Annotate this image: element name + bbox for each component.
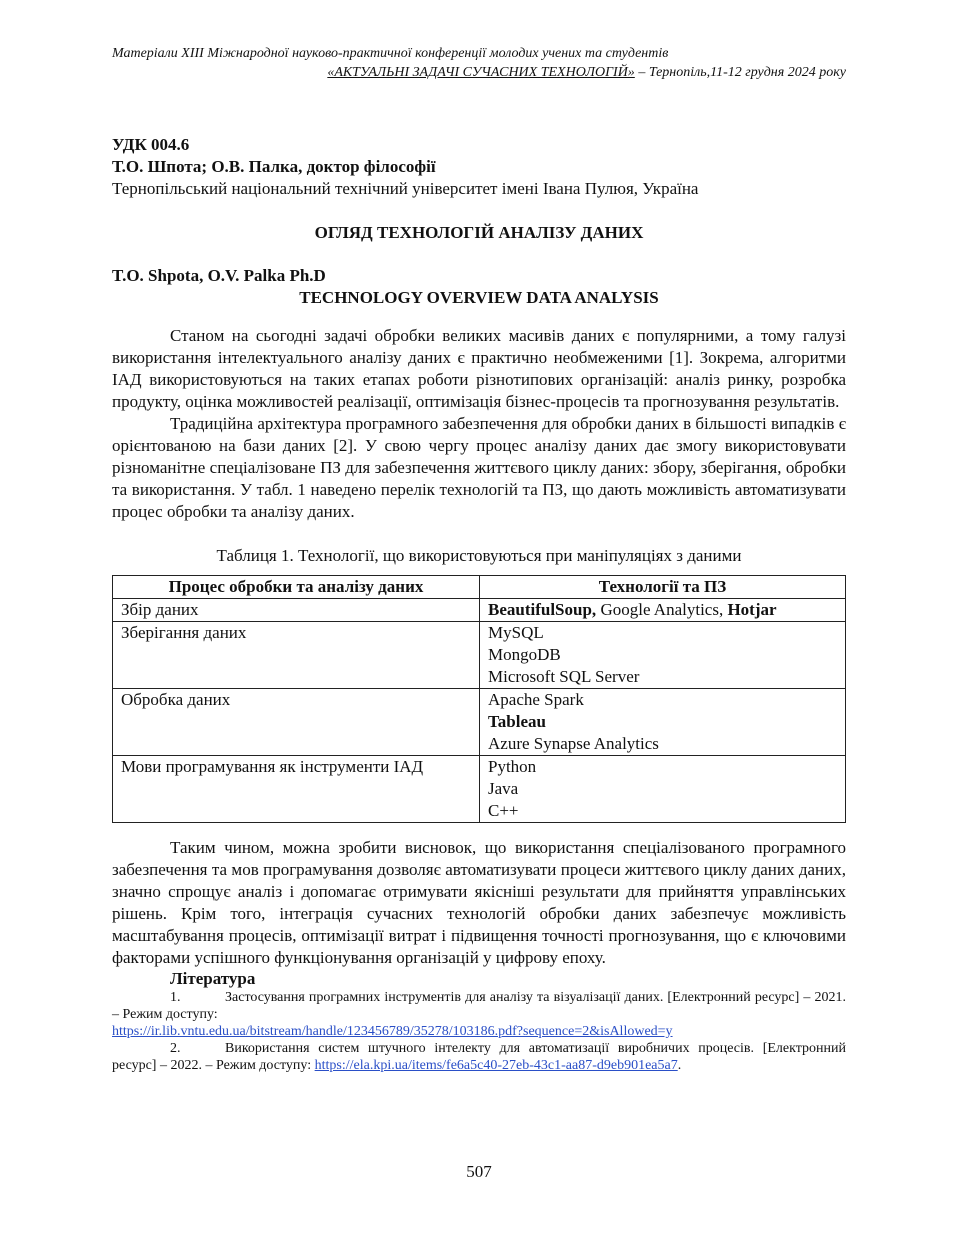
paragraph-1: Станом на сьогодні задачі обробки великих масивів даних є популярними, а тому галузі використання інтелектуального аналізу даних є практично необмеженими [1]. Зокрема, алгоритми ІАД використовуються на таких етапах роботи різнотипових організацій: аналіз ринку, розробка продукту, оцінка можливостей реалізації, оптимізація бізнес-процесів та прогнозування результатів.	[112, 326, 846, 411]
tech-cell	[480, 756, 846, 823]
tech-cell	[480, 599, 846, 622]
reference-2	[112, 1040, 846, 1074]
reference-link[interactable]: https://ir.lib.vntu.edu.ua/bitstream/handle/123456789/35278/103186.pdf?sequence=2&isAllowed=y	[112, 1024, 673, 1039]
process-cell: Зберігання даних	[113, 622, 480, 689]
table-row	[113, 622, 846, 689]
article-title-en: TECHNOLOGY OVERVIEW DATA ANALYSIS	[299, 288, 659, 307]
tech-item: C++	[488, 801, 519, 820]
paragraph-3: Таким чином, можна зробити висновок, що використання спеціалізованого програмного забезпечення та мов програмування дозволяє автоматизувати процеси життєвого циклу даних даних, значно спрощує аналіз і допомагає отримувати якісніші результати для прийняття управлінських рішень. Крім того, інтеграція сучасних технологій обробки даних забезпечує можливість масштабування процесів, оптимізації витрат і підвищення точності прогнозування, що є ключовими факторами успішного функціонування організацій у цифрову епоху.	[112, 838, 846, 967]
tech-item: Apache Spark	[488, 690, 584, 709]
reference-tail: .	[677, 1058, 682, 1073]
tech-item: Tableau	[488, 712, 546, 731]
tech-item: Java	[488, 779, 519, 798]
tech-item: Microsoft SQL Server	[488, 667, 640, 686]
technologies-table	[112, 575, 846, 823]
process-cell: Обробка даних	[113, 689, 480, 756]
tech-item: Python	[488, 757, 537, 776]
table-row	[113, 756, 846, 823]
table-header-tech: Технології та ПЗ	[480, 576, 846, 599]
process-cell: Збір даних	[113, 599, 480, 622]
reference-number: 2.	[170, 1041, 181, 1056]
reference-1	[112, 989, 846, 1040]
reference-text: Використання систем штучного інтелекту для автоматизації виробничих процесів. [Електронний ресурс] – 2022. – Режим доступу:	[112, 1041, 846, 1073]
reference-number: 1.	[170, 990, 181, 1005]
tech-item: MongoDB	[488, 645, 561, 664]
table-caption: Таблиця 1. Технології, що використовуються при маніпуляціях з даними	[216, 546, 742, 565]
affiliation: Тернопільський національний технічний університет імені Івана Пулюя, Україна	[112, 179, 699, 198]
document-page	[112, 44, 846, 1074]
page-number: 507	[466, 1162, 492, 1181]
reference-text: Застосування програмних інструментів для аналізу та візуалізації даних. [Електронний ресурс] – 2021. – Режим доступу:	[112, 990, 846, 1022]
running-header-line2	[112, 63, 846, 82]
tech-item: Azure Synapse Analytics	[488, 734, 659, 753]
table-header-row	[113, 576, 846, 599]
authors: Т.О. Шпота; О.В. Палка, доктор філософії	[112, 157, 436, 176]
table-row	[113, 689, 846, 756]
article-title-ua: ОГЛЯД ТЕХНОЛОГІЙ АНАЛІЗУ ДАНИХ	[314, 223, 644, 242]
tech-item: BeautifulSoup,	[488, 600, 597, 619]
authors-en: T.O. Shpota, O.V. Palka Ph.D	[112, 266, 326, 285]
tech-cell	[480, 622, 846, 689]
tech-item: Google Analytics,	[596, 600, 728, 619]
conference-title: «АКТУАЛЬНІ ЗАДАЧІ СУЧАСНИХ ТЕХНОЛОГІЙ»	[327, 65, 635, 80]
conference-place-date: – Тернопіль,11-12 грудня 2024 року	[634, 65, 846, 80]
process-cell: Мови програмування як інструменти ІАД	[113, 756, 480, 823]
udc-code: УДК 004.6	[112, 135, 190, 154]
tech-cell	[480, 689, 846, 756]
running-header-line1: Матеріали XIII Міжнародної науково-практичної конференції молодих учених та студентів	[112, 46, 669, 61]
reference-link[interactable]: https://ela.kpi.ua/items/fe6a5c40-27eb-43c1-aa87-d9eb901ea5a7	[314, 1058, 678, 1073]
tech-item: MySQL	[488, 623, 544, 642]
paragraph-2: Традиційна архітектура програмного забезпечення для обробки даних в більшості випадків є орієнтованою на бази даних [2]. У свою чергу процес аналізу даних дає змогу використовувати різноманітне спеціалізоване ПЗ для забезпечення життєвого циклу даних: збору, зберігання, обробки та використання. У табл. 1 наведено перелік технологій та ПЗ, що дають можливість автоматизувати процес обробки та аналізу даних.	[112, 414, 846, 521]
tech-item: Hotjar	[727, 600, 777, 619]
table-header-process: Процес обробки та аналізу даних	[113, 576, 480, 599]
literature-heading: Література	[170, 969, 256, 988]
table-row	[113, 599, 846, 622]
